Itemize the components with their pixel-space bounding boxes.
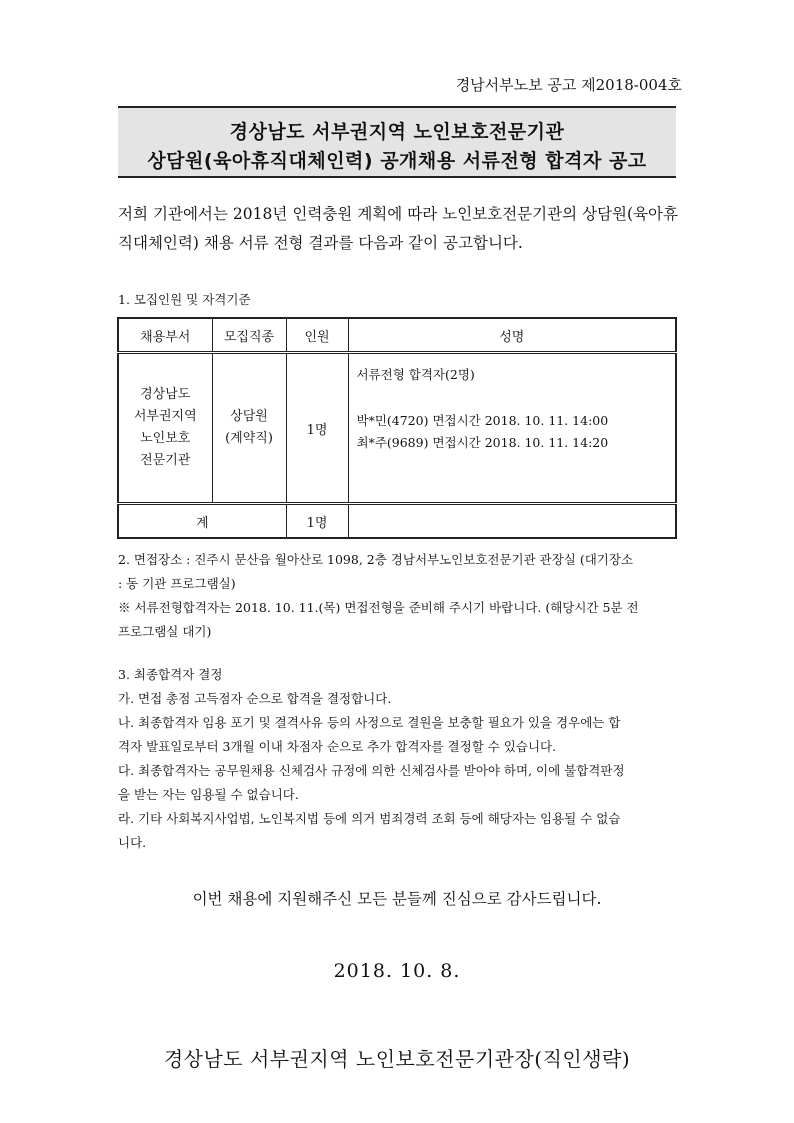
total-count: 1명 [286,504,348,539]
names-spacer [357,386,668,410]
col-header-job-type: 모집직종 [212,318,286,353]
intro-paragraph: 저희 기관에서는 2018년 인력충원 계획에 따라 노인보호전문기관의 상담원(육아휴직대체인력) 채용 서류 전형 결과를 다음과 같이 공고합니다. [118,205,678,252]
section2-block [118,548,680,644]
section2-line: ※ 서류전형합격자는 2018. 10. 11.(목) 면접전형을 준비해 주시기 바랍니다. (해당시간 5분 전 [118,600,639,615]
names-line: 최*주(9689) 면접시간 2018. 10. 11. 14:20 [356,435,609,450]
section3-line: 격자 발표일로부터 3개월 이내 차점자 순으로 추가 합격자를 결정할 수 있습니다. [118,739,557,754]
department-line: 노인보호 [140,431,191,446]
names-line: 박*민(4720) 면접시간 2018. 10. 11. 14:00 [356,413,609,428]
section2-line: 프로그램실 대기) [118,624,212,639]
section3-line: 가. 면접 총점 고득점자 순으로 합격을 결정합니다. [118,691,392,706]
notice-number: 경남서부노보 공고 제2018-004호 [455,76,682,94]
col-header-count: 인원 [286,318,348,353]
recruit-table [117,317,677,539]
section1-heading: 1. 모집인원 및 자격기준 [118,292,251,307]
job-type-cell [212,353,286,504]
section3-line: 나. 최종합격자 임용 포기 및 결격사유 등의 사정으로 결원을 보충할 필요가 있을 경우에는 합 [118,715,621,730]
section3-heading: 3. 최종합격자 결정 [118,667,223,682]
section3-line: 다. 최종합격자는 공무원채용 신체검사 규정에 의한 신체검사를 받아야 하며, 이에 불합격판정 [118,763,625,778]
section3-line: 니다. [118,835,147,850]
section3-line: 을 받는 자는 임용될 수 없습니다. [118,787,299,802]
notice-date: 2018. 10. 8. [333,960,461,982]
department-line: 전문기관 [140,453,191,468]
title-line-1: 경상남도 서부권지역 노인보호전문기관 [229,121,565,143]
signer: 경상남도 서부권지역 노인보호전문기관장(직인생략) [163,1047,631,1071]
job-type-line: (계약직) [225,431,273,446]
department-line: 서부권지역 [133,409,197,424]
count-cell: 1명 [286,353,348,504]
names-cell [348,353,676,504]
total-label: 계 [118,504,286,539]
col-header-department: 채용부서 [118,318,212,353]
total-row [118,504,676,539]
table-row [118,353,676,504]
department-cell [118,353,212,504]
section3-line: 라. 기타 사회복지사업법, 노인복지법 등에 의거 범죄경력 조회 등에 해당자는 임용될 수 없습 [118,811,621,826]
title-box [118,106,676,178]
department-line: 경상남도 [140,387,191,402]
col-header-names: 성명 [348,318,676,353]
names-line: 서류전형 합격자(2명) [356,367,475,382]
total-names [348,504,676,539]
section2-line: 2. 면접장소 : 진주시 문산읍 월아산로 1098, 2층 경남서부노인보호전문기관 관장실 (대기장소 [118,552,634,567]
section2-line: : 동 기관 프로그램실) [118,576,236,591]
thanks-message: 이번 채용에 지원해주신 모든 분들께 진심으로 감사드립니다. [192,890,602,908]
title-line-2: 상담원(육아휴직대체인력) 공개채용 서류전형 합격자 공고 [147,150,647,172]
section3-block [118,663,680,855]
job-type-line: 상담원 [230,409,268,424]
